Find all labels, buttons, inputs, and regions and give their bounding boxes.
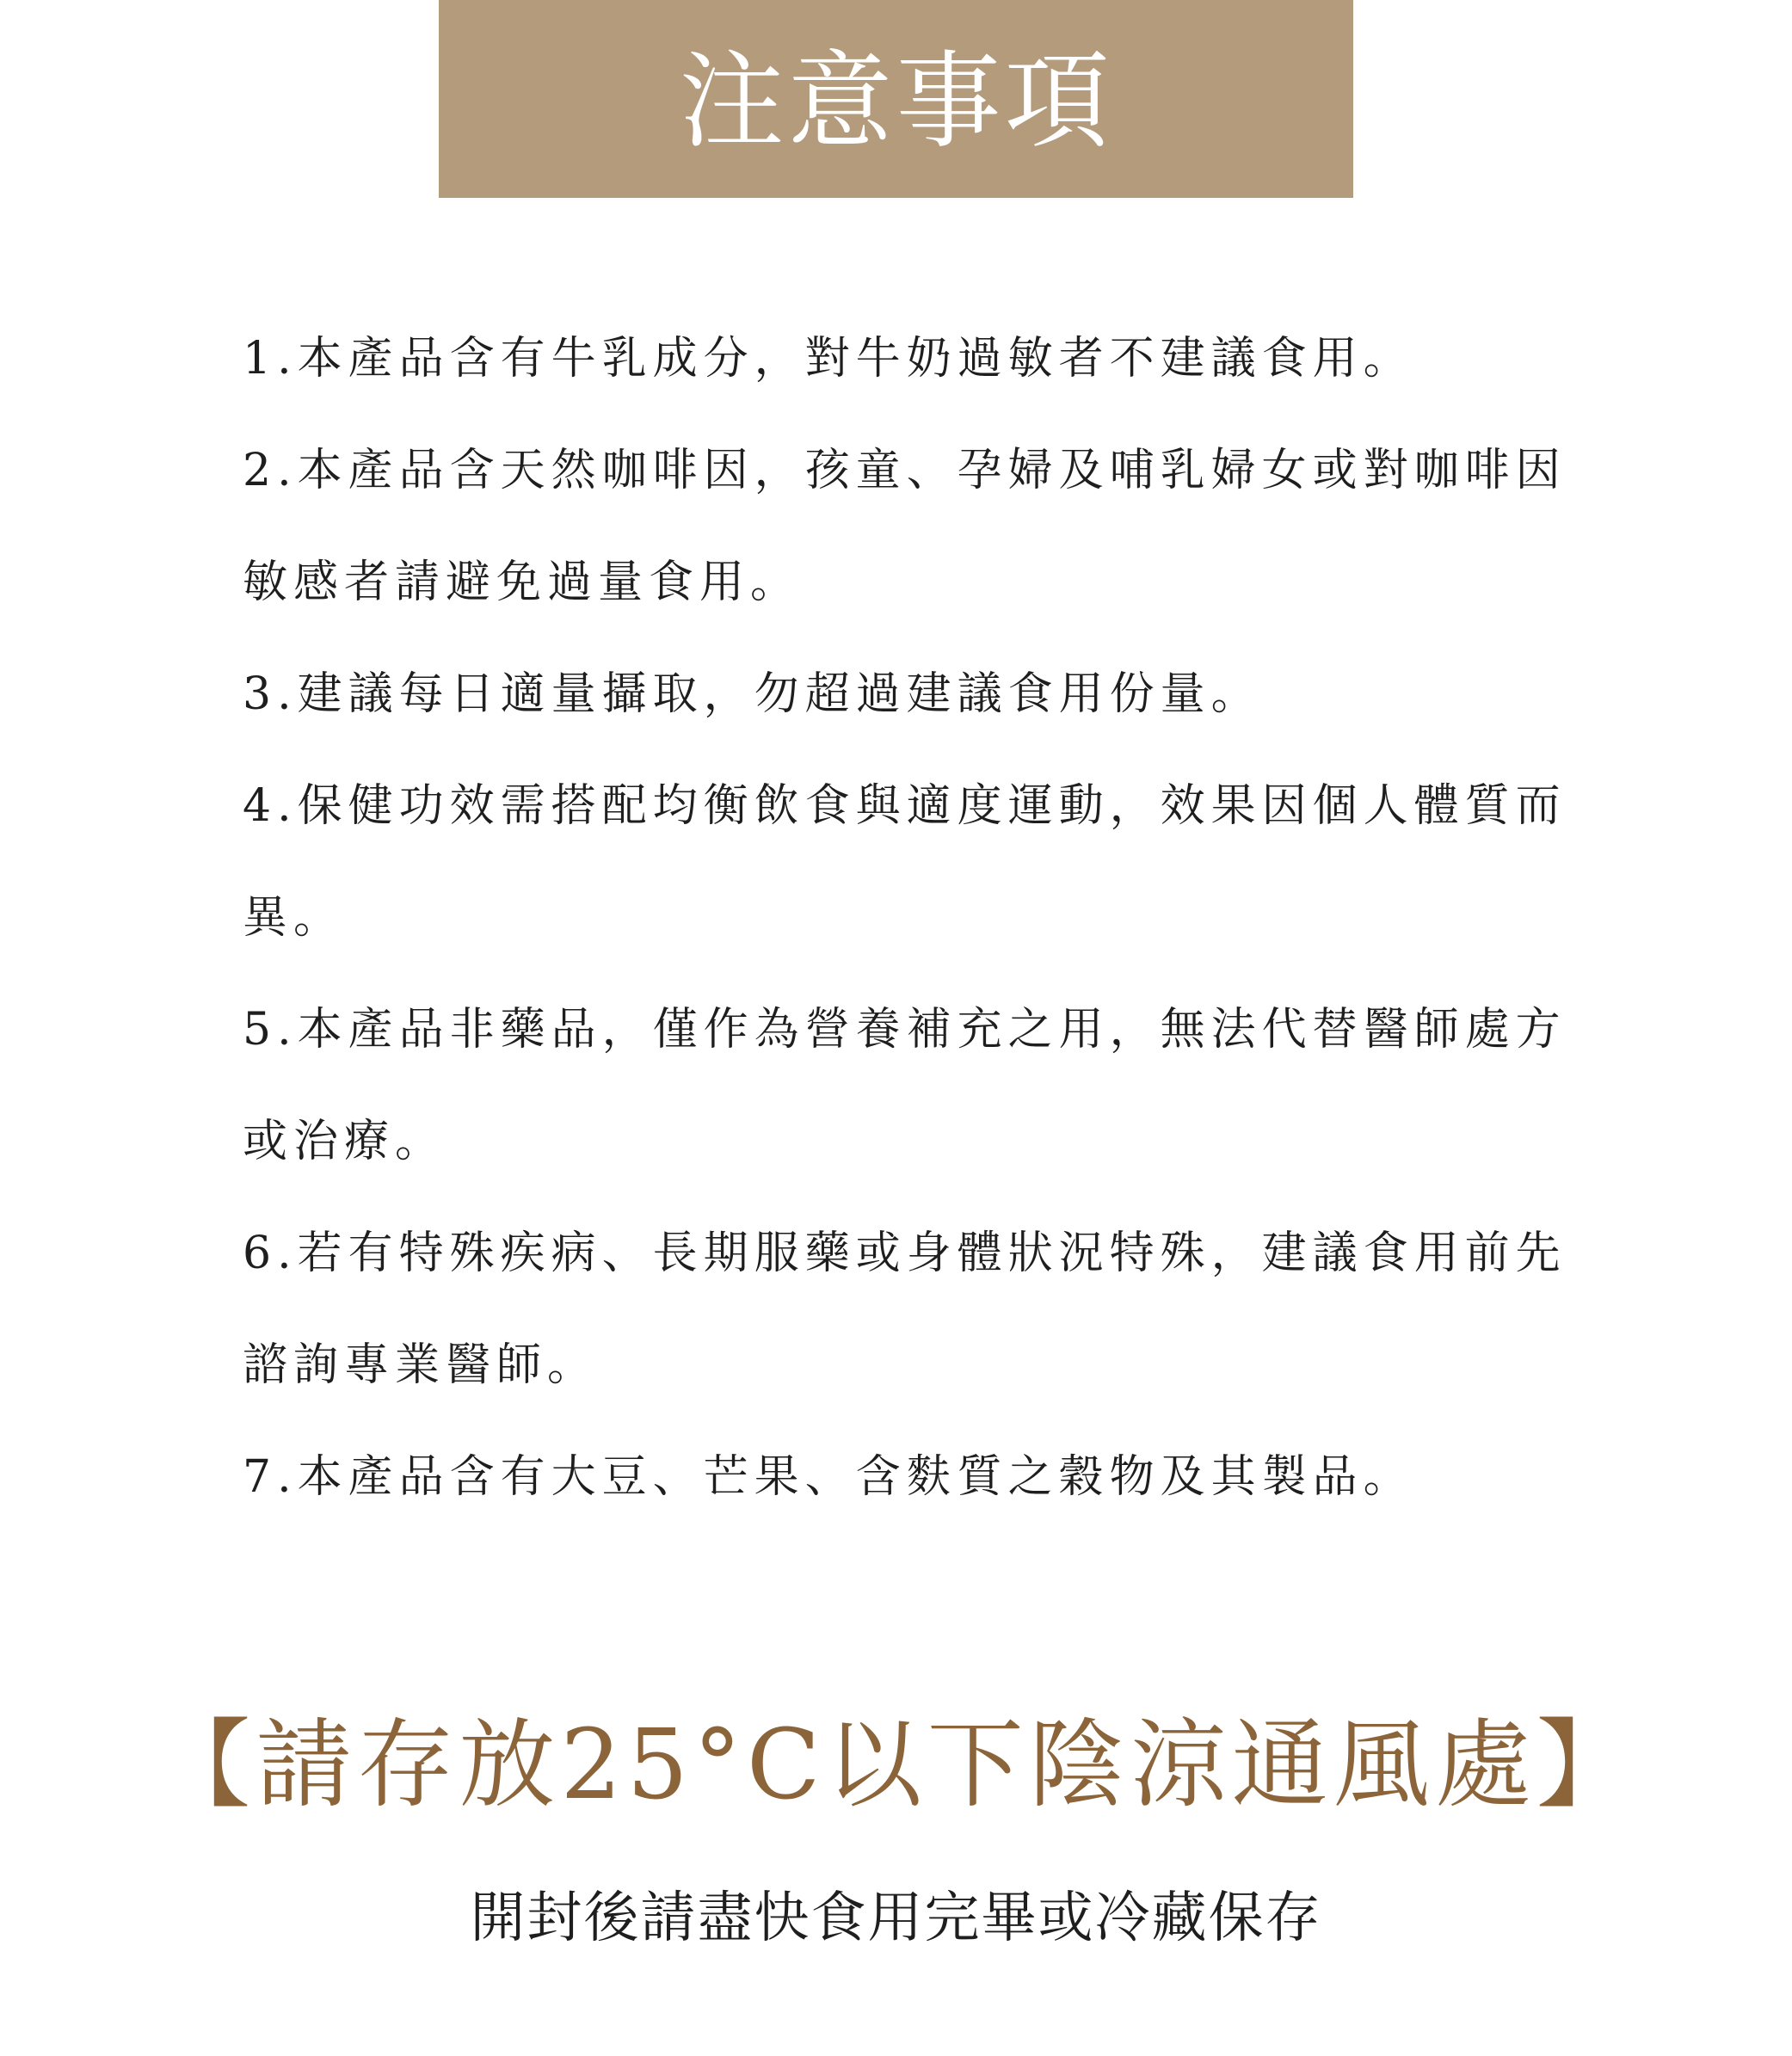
note-item: 2.本產品含天然咖啡因，孩童、孕婦及哺乳婦女或對咖啡因敏感者請避免過量食用。 [243,445,1567,608]
note-item: 3.建議每日適量攝取，勿超過建議食用份量。 [243,668,1262,720]
header-bar [439,0,1353,198]
note-item: 1.本產品含有牛乳成分，對牛奶過敏者不建議食用。 [243,333,1414,385]
storage-instruction: 【請存放25°C以下陰涼通風處】 [154,1709,1638,1821]
note-item: 6.若有特殊疾病、長期服藥或身體狀況特殊，建議食用前先諮詢專業醫師。 [243,1228,1567,1391]
notes-list [243,303,1585,1533]
note-item: 5.本產品非藥品，僅作為營養補充之用，無法代替醫師處方或治療。 [243,1004,1567,1167]
note-item: 4.保健功效需搭配均衡飲食與適度運動，效果因個人體質而異。 [243,780,1567,944]
page-title: 注意事項 [679,40,1113,163]
note-item: 7.本產品含有大豆、芒果、含麩質之穀物及其製品。 [243,1451,1414,1503]
after-open-instruction: 開封後請盡快食用完畢或冷藏保存 [470,1887,1322,1950]
